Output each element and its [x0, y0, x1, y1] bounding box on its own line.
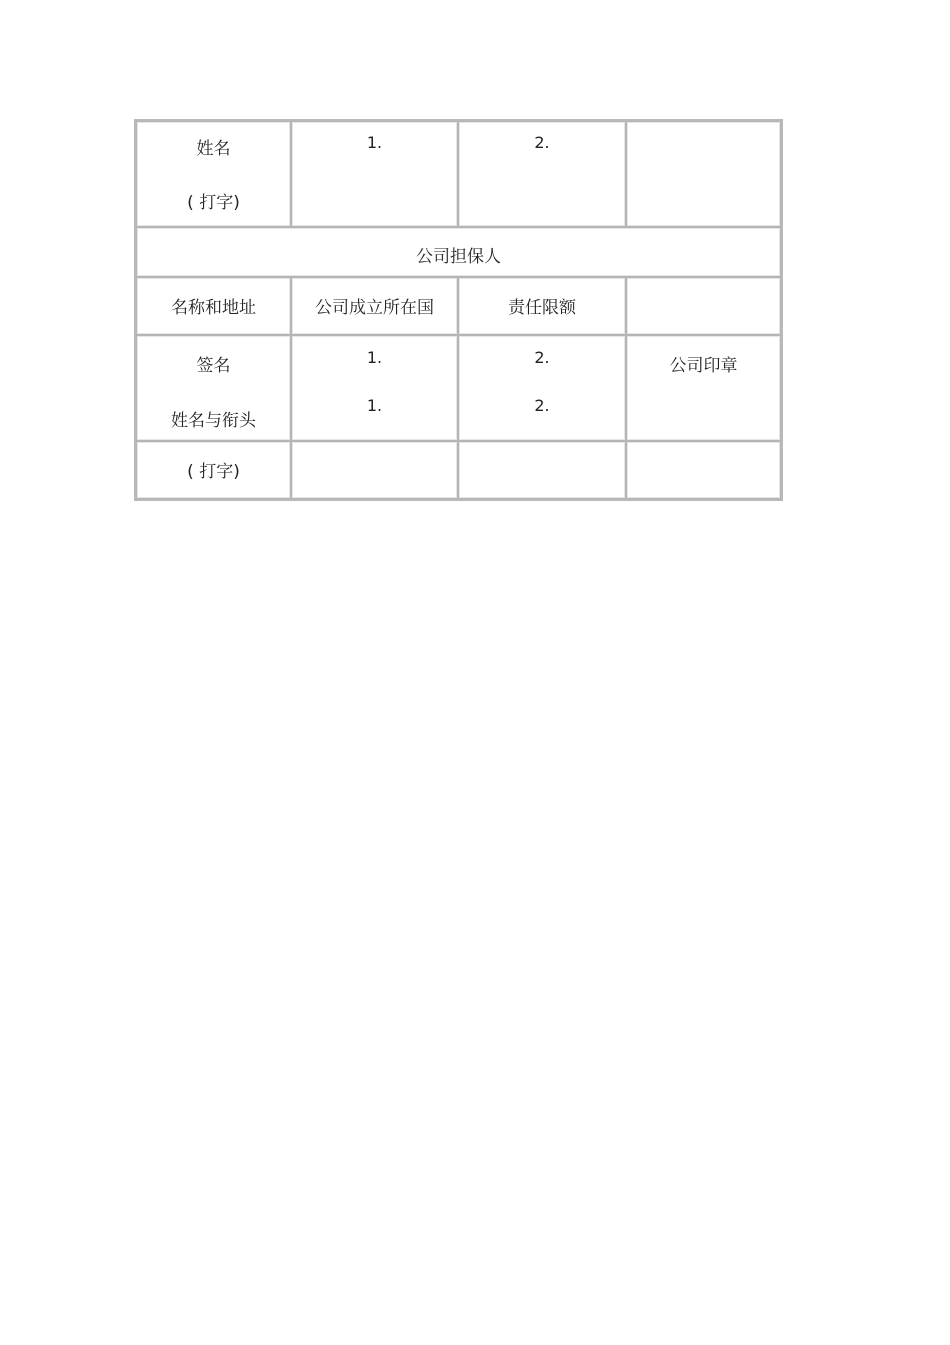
typed-empty-cell[interactable]: [626, 441, 781, 499]
name-typed-label-cell: [136, 121, 291, 227]
section-header-text: 公司担保人: [416, 247, 501, 267]
title-number-1: 1.: [366, 396, 383, 415]
typed-label-bottom: ( 打字): [187, 462, 240, 482]
typed-entry-1-cell[interactable]: [291, 441, 458, 499]
name-empty-cell[interactable]: [626, 121, 781, 227]
typed-entry-2-cell[interactable]: [458, 441, 626, 499]
incorporation-country-cell: [291, 277, 458, 335]
individual-name-row: [136, 121, 781, 227]
typed-label-cell: [136, 441, 291, 499]
signature-entry-1-cell[interactable]: [291, 335, 458, 441]
typed-label: ( 打字): [187, 193, 240, 213]
liability-limit-label: 责任限额: [508, 298, 576, 318]
section-header-row: [136, 227, 781, 277]
name-entry-2-cell[interactable]: [458, 121, 626, 227]
entry-number-2: 2.: [534, 133, 550, 152]
company-info-row: [136, 277, 781, 335]
corporate-guarantor-header: [136, 227, 781, 277]
name-address-cell: [136, 277, 291, 335]
company-seal-label: 公司印章: [669, 356, 738, 376]
company-info-empty-cell[interactable]: [626, 277, 781, 335]
signature-label: 签名: [196, 356, 231, 376]
company-seal-cell[interactable]: [626, 335, 781, 441]
liability-limit-cell: [458, 277, 626, 335]
signature-number-1: 1.: [366, 348, 383, 367]
incorporation-country-label: 公司成立所在国: [315, 298, 434, 318]
signature-title-label-cell: [136, 335, 291, 441]
name-title-label: 姓名与衔头: [171, 411, 256, 431]
signature-number-2: 2.: [534, 348, 550, 367]
name-address-label: 名称和地址: [171, 298, 256, 318]
name-label: 姓名: [196, 139, 231, 159]
title-number-2: 2.: [534, 396, 550, 415]
signature-row: [136, 335, 781, 441]
entry-number-1: 1.: [366, 133, 383, 152]
signature-entry-2-cell[interactable]: [458, 335, 626, 441]
name-entry-1-cell[interactable]: [291, 121, 458, 227]
typed-row: [136, 441, 781, 499]
guarantor-form-table: [134, 119, 783, 501]
